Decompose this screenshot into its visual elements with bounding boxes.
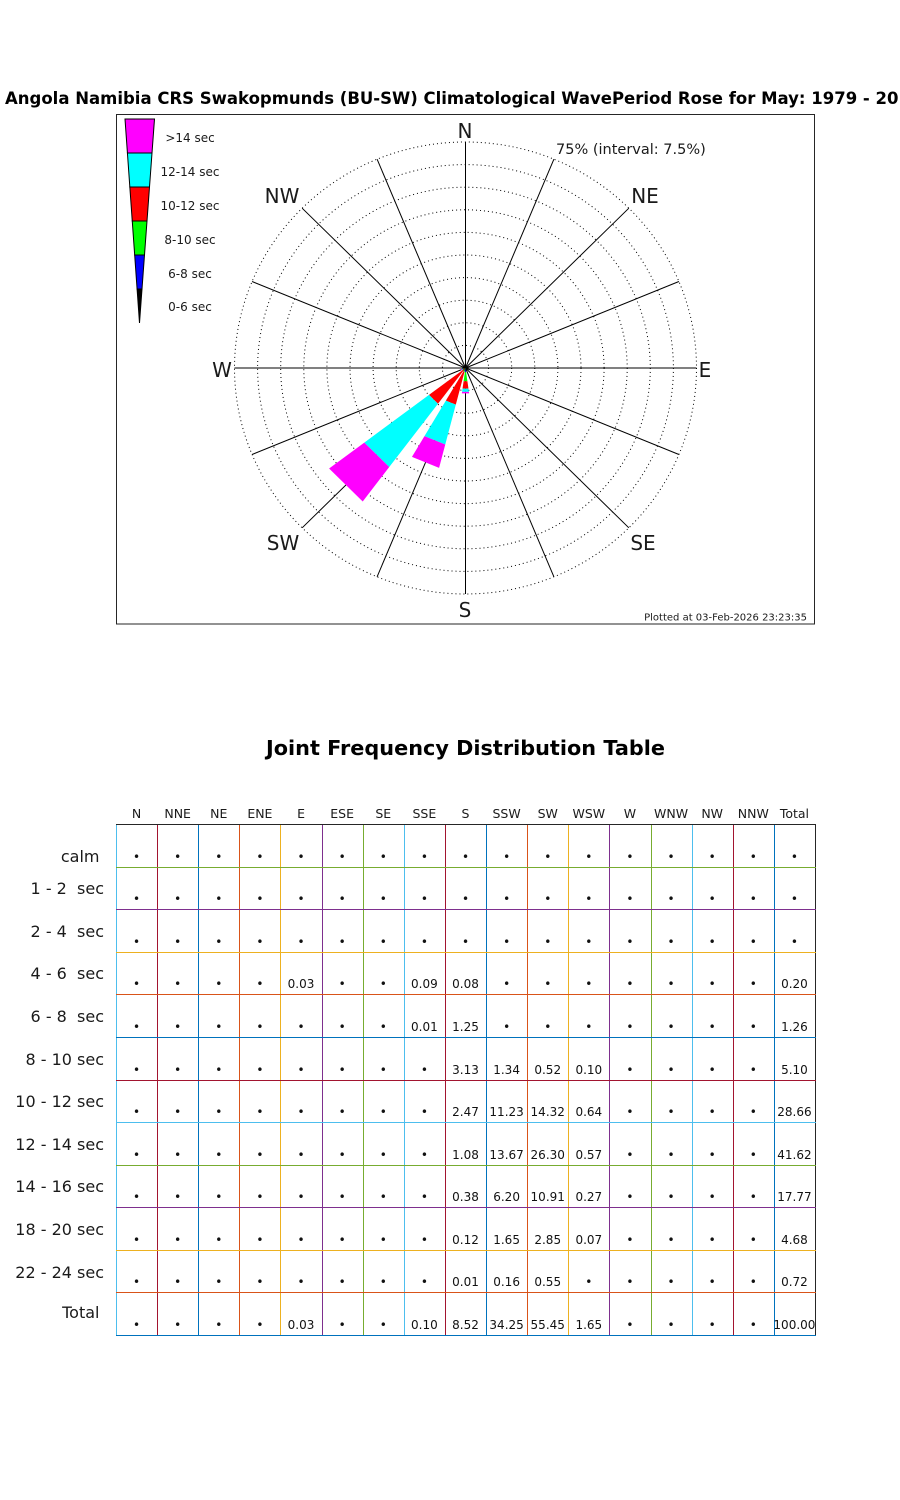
- table-cell: •: [420, 1062, 428, 1077]
- table-cell: •: [708, 1190, 716, 1205]
- table-cell: •: [708, 1147, 716, 1162]
- table-cell: •: [626, 1190, 634, 1205]
- column-header: SE: [375, 806, 392, 821]
- table-cell: •: [174, 1147, 182, 1162]
- table-cell: 1.65: [575, 1318, 603, 1332]
- table-cell: •: [297, 1019, 305, 1034]
- table-cell: •: [256, 1105, 264, 1120]
- table-cell: 0.08: [452, 977, 479, 992]
- row-label: 1 - 2 sec: [30, 879, 104, 899]
- table-cell: 0.10: [575, 1062, 603, 1077]
- table-cell: •: [297, 1232, 305, 1247]
- table-cell: •: [749, 849, 757, 864]
- row-label: 2 - 4 sec: [30, 921, 104, 941]
- table-cell: •: [420, 934, 428, 949]
- row-label: 18 - 20 sec: [15, 1219, 104, 1239]
- table-cell: •: [667, 1019, 675, 1034]
- column-header: Total: [779, 806, 810, 821]
- table-cell: 0.09: [411, 977, 438, 992]
- table-cell: •: [215, 892, 223, 907]
- table-cell: •: [133, 1190, 141, 1205]
- table-cell: •: [708, 1232, 716, 1247]
- table-cell: •: [544, 892, 552, 907]
- table-cell: •: [133, 1275, 141, 1290]
- table-cell: 0.03: [287, 1318, 315, 1332]
- table-cell: •: [379, 892, 387, 907]
- table-cell: •: [626, 849, 634, 864]
- table-cell: •: [338, 977, 346, 992]
- table-cell: •: [256, 1275, 264, 1290]
- table-cell: •: [379, 1318, 387, 1332]
- table-cell: •: [379, 1105, 387, 1120]
- grid-line-horizontal: [116, 1335, 816, 1336]
- table-cell: •: [215, 1105, 223, 1120]
- table-cell: •: [256, 1190, 264, 1205]
- grid-line-horizontal: [116, 952, 816, 953]
- table-cell: •: [174, 1062, 182, 1077]
- table-cell: •: [461, 849, 470, 864]
- table-cell: •: [749, 1147, 757, 1162]
- table-cell: •: [133, 977, 141, 992]
- table-cell: •: [379, 849, 387, 864]
- table-cell: •: [338, 1232, 346, 1247]
- table-cell: •: [708, 977, 716, 992]
- legend-label: 8-10 sec: [164, 233, 216, 247]
- table-cell: 0.38: [452, 1190, 479, 1205]
- compass-label-e: E: [698, 358, 712, 382]
- table-cell: •: [379, 1062, 387, 1077]
- table-cell: •: [379, 977, 387, 992]
- legend-label: 6-8 sec: [168, 267, 212, 281]
- table-cell: •: [420, 892, 428, 907]
- row-label: 22 - 24 sec: [15, 1262, 104, 1282]
- column-header: NE: [210, 806, 228, 821]
- table-cell: •: [626, 1147, 634, 1162]
- table-cell: •: [626, 1318, 634, 1332]
- table-cell: 0.07: [575, 1232, 603, 1247]
- table-cell: •: [338, 1019, 346, 1034]
- table-cell: •: [667, 1147, 675, 1162]
- table-cell: •: [790, 892, 798, 907]
- table-cell: •: [626, 1275, 634, 1290]
- table-cell: •: [215, 1275, 223, 1290]
- table-cell: •: [667, 849, 675, 864]
- table-cell: •: [174, 892, 182, 907]
- table-cell: •: [215, 1019, 223, 1034]
- table-cell: 17.77: [777, 1190, 812, 1205]
- table-cell: 0.01: [452, 1275, 479, 1290]
- table-title: Joint Frequency Distribution Table: [266, 736, 665, 760]
- table-cell: 0.01: [411, 1019, 438, 1034]
- table-cell: •: [338, 1105, 346, 1120]
- table-cell: 13.67: [489, 1147, 524, 1162]
- table-cell: •: [215, 934, 223, 949]
- table-cell: •: [667, 977, 675, 992]
- table-cell: •: [133, 1105, 141, 1120]
- table-cell: 0.03: [287, 977, 315, 992]
- table-cell: •: [174, 977, 182, 992]
- compass-label-w: W: [212, 358, 232, 382]
- table-cell: •: [256, 1147, 264, 1162]
- table-cell: 0.57: [575, 1147, 603, 1162]
- table-cell: •: [256, 1232, 264, 1247]
- row-label: 14 - 16 sec: [15, 1177, 104, 1197]
- table-cell: •: [749, 1019, 757, 1034]
- table-cell: •: [338, 1275, 346, 1290]
- compass-label-ne: NE: [631, 184, 659, 208]
- table-cell: •: [749, 1232, 757, 1247]
- table-cell: 0.12: [452, 1232, 479, 1247]
- table-cell: •: [338, 849, 346, 864]
- table-cell: 100.00: [773, 1318, 816, 1332]
- table-cell: •: [544, 1019, 552, 1034]
- table-cell: •: [256, 892, 264, 907]
- table-cell: •: [256, 1318, 264, 1332]
- column-header: NNW: [737, 806, 769, 821]
- table-cell: •: [503, 977, 511, 992]
- table-cell: 8.52: [452, 1318, 479, 1332]
- column-header: NNE: [164, 806, 191, 821]
- table-cell: •: [420, 1147, 428, 1162]
- table-cell: •: [420, 1105, 428, 1120]
- table-cell: •: [749, 1190, 757, 1205]
- table-cell: •: [585, 849, 593, 864]
- table-cell: •: [174, 1190, 182, 1205]
- radial-scale-label: 75% (interval: 7.5%): [556, 142, 706, 158]
- table-cell: 4.68: [781, 1232, 808, 1247]
- table-cell: •: [338, 1318, 346, 1332]
- compass-label-se: SE: [630, 531, 656, 555]
- table-cell: •: [297, 1147, 305, 1162]
- table-cell: •: [503, 934, 511, 949]
- table-cell: •: [256, 1062, 264, 1077]
- table-cell: 0.72: [781, 1275, 808, 1290]
- table-cell: •: [379, 1275, 387, 1290]
- table-cell: •: [667, 1275, 675, 1290]
- table-cell: •: [585, 892, 593, 907]
- table-cell: •: [133, 1019, 141, 1034]
- table-cell: •: [297, 892, 305, 907]
- table-cell: •: [667, 1190, 675, 1205]
- petal-s-12-14-sec: [462, 389, 469, 392]
- table-cell: 28.66: [777, 1105, 812, 1120]
- grid-line-horizontal: [116, 1165, 816, 1166]
- table-cell: •: [749, 1062, 757, 1077]
- table-cell: •: [708, 892, 716, 907]
- table-cell: •: [133, 1062, 141, 1077]
- table-cell: 3.13: [452, 1062, 479, 1077]
- row-label: 10 - 12 sec: [15, 1092, 104, 1112]
- table-cell: •: [174, 849, 182, 864]
- table-cell: •: [544, 934, 552, 949]
- row-label: 4 - 6 sec: [30, 964, 104, 984]
- table-cell: •: [174, 934, 182, 949]
- compass-label-sw: SW: [266, 531, 300, 555]
- table-cell: •: [297, 1105, 305, 1120]
- table-cell: •: [544, 977, 552, 992]
- table-cell: 10.91: [530, 1190, 565, 1205]
- table-cell: 1.65: [493, 1232, 520, 1247]
- table-cell: 2.85: [534, 1232, 562, 1247]
- table-cell: •: [256, 1019, 264, 1034]
- plotted-at-timestamp: Plotted at 03-Feb-2026 23:23:35: [644, 612, 807, 624]
- table-cell: •: [420, 1232, 428, 1247]
- table-cell: •: [215, 1147, 223, 1162]
- table-cell: •: [749, 892, 757, 907]
- table-cell: •: [667, 1232, 675, 1247]
- table-cell: •: [420, 1190, 428, 1205]
- table-cell: •: [585, 1275, 593, 1290]
- table-cell: •: [174, 1232, 182, 1247]
- table-cell: •: [174, 1318, 182, 1332]
- column-header: E: [297, 806, 305, 821]
- column-header: NW: [701, 806, 724, 821]
- column-header: S: [461, 806, 470, 821]
- table-cell: •: [256, 849, 264, 864]
- table-cell: •: [626, 1019, 634, 1034]
- table-cell: •: [667, 934, 675, 949]
- column-header: ENE: [247, 806, 273, 821]
- table-cell: •: [256, 977, 264, 992]
- table-cell: •: [749, 1275, 757, 1290]
- table-cell: •: [667, 892, 675, 907]
- table-cell: •: [297, 1190, 305, 1205]
- table-cell: •: [708, 1062, 716, 1077]
- table-cell: •: [215, 977, 223, 992]
- table-cell: •: [503, 849, 511, 864]
- table-cell: •: [338, 1062, 346, 1077]
- compass-label-s: S: [458, 598, 472, 622]
- table-cell: •: [626, 977, 634, 992]
- table-cell: •: [297, 1062, 305, 1077]
- table-cell: •: [379, 1232, 387, 1247]
- table-cell: •: [790, 849, 798, 864]
- table-cell: 1.25: [452, 1019, 479, 1034]
- table-cell: 11.23: [489, 1105, 524, 1120]
- table-cell: 55.45: [530, 1318, 565, 1332]
- table-cell: 6.20: [493, 1190, 520, 1205]
- table-cell: •: [749, 1105, 757, 1120]
- row-label: Total: [62, 1302, 100, 1322]
- table-cell: •: [297, 1275, 305, 1290]
- table-cell: •: [626, 892, 634, 907]
- grid-line-horizontal: [116, 1250, 816, 1251]
- table-cell: •: [626, 1062, 634, 1077]
- table-cell: 5.10: [781, 1062, 808, 1077]
- column-header: N: [131, 806, 142, 821]
- grid-line-horizontal: [116, 909, 816, 910]
- column-header: WNW: [654, 806, 689, 821]
- table-cell: •: [338, 934, 346, 949]
- table-cell: •: [749, 977, 757, 992]
- table-cell: •: [708, 1019, 716, 1034]
- table-cell: •: [215, 1318, 223, 1332]
- table-cell: •: [585, 1019, 593, 1034]
- table-cell: •: [420, 1275, 428, 1290]
- table-cell: •: [667, 1062, 675, 1077]
- table-cell: •: [708, 1275, 716, 1290]
- rose-chart-title: Angola Namibia CRS Swakopmunds (BU-SW) Climatological WavePeriod Rose for May: 1979 - 20: [5, 89, 899, 108]
- table-cell: 0.10: [411, 1318, 438, 1332]
- table-cell: •: [379, 1147, 387, 1162]
- legend-swatch-8-10-sec: [132, 221, 147, 255]
- table-cell: •: [790, 934, 798, 949]
- table-cell: •: [667, 1318, 675, 1332]
- table-cell: •: [708, 849, 716, 864]
- table-cell: •: [626, 1105, 634, 1120]
- table-cell: •: [297, 849, 305, 864]
- table-cell: •: [133, 892, 141, 907]
- grid-line-horizontal: [116, 1207, 816, 1208]
- compass-label-nw: NW: [264, 184, 300, 208]
- column-header: W: [623, 806, 637, 821]
- table-cell: •: [338, 1190, 346, 1205]
- petal-s-gt14-sec: [462, 392, 469, 394]
- column-header: WSW: [572, 806, 606, 821]
- table-cell: •: [215, 1062, 223, 1077]
- table-cell: •: [133, 934, 141, 949]
- table-cell: •: [133, 1318, 141, 1332]
- legend-label: 0-6 sec: [168, 300, 212, 314]
- table-cell: 1.26: [781, 1019, 808, 1034]
- column-header: SSE: [412, 806, 437, 821]
- table-cell: •: [420, 849, 428, 864]
- table-cell: •: [215, 1190, 223, 1205]
- table-cell: •: [461, 892, 470, 907]
- column-header: SW: [537, 806, 558, 821]
- table-cell: •: [708, 934, 716, 949]
- table-cell: •: [503, 1019, 511, 1034]
- table-cell: •: [338, 1147, 346, 1162]
- table-cell: •: [174, 1019, 182, 1034]
- table-cell: •: [585, 977, 593, 992]
- table-cell: •: [708, 1105, 716, 1120]
- grid-line-horizontal: [116, 867, 816, 868]
- row-label: 12 - 14 sec: [15, 1134, 104, 1154]
- grid-line-horizontal: [116, 1122, 816, 1123]
- table-cell: •: [215, 1232, 223, 1247]
- table-cell: 2.47: [452, 1105, 479, 1120]
- table-cell: •: [461, 934, 470, 949]
- table-cell: •: [256, 934, 264, 949]
- grid-line-horizontal: [116, 1080, 816, 1081]
- table-cell: •: [749, 934, 757, 949]
- compass-label-n: N: [457, 119, 473, 143]
- table-cell: •: [133, 849, 141, 864]
- table-cell: 34.25: [489, 1318, 524, 1332]
- row-label: 6 - 8 sec: [30, 1007, 104, 1027]
- table-cell: •: [626, 1232, 634, 1247]
- table-cell: •: [133, 1147, 141, 1162]
- table-cell: 0.16: [493, 1275, 520, 1290]
- legend-swatch-10-12-sec: [130, 187, 150, 221]
- legend-label: 10-12 sec: [160, 199, 220, 213]
- column-header: ESE: [330, 806, 354, 821]
- table-cell: •: [379, 1019, 387, 1034]
- legend-swatch-gt14-sec: [125, 119, 155, 153]
- table-cell: •: [544, 849, 552, 864]
- row-label: calm: [60, 846, 100, 866]
- table-cell: •: [338, 892, 346, 907]
- table-cell: •: [667, 1105, 675, 1120]
- table-cell: •: [174, 1275, 182, 1290]
- grid-line-horizontal: [116, 1292, 816, 1293]
- table-cell: •: [749, 1318, 757, 1332]
- legend-label: >14 sec: [165, 131, 215, 145]
- legend-label: 12-14 sec: [160, 165, 220, 179]
- table-cell: 0.27: [575, 1190, 603, 1205]
- table-cell: •: [133, 1232, 141, 1247]
- table-cell: •: [379, 934, 387, 949]
- table-cell: 0.20: [781, 977, 808, 992]
- column-header: SSW: [492, 806, 521, 821]
- table-cell: 41.62: [777, 1147, 812, 1162]
- wave-period-rose: [0, 0, 900, 640]
- row-label: 8 - 10 sec: [25, 1049, 104, 1069]
- table-cell: 1.08: [452, 1147, 479, 1162]
- table-cell: •: [297, 934, 305, 949]
- table-cell: •: [708, 1318, 716, 1332]
- table-cell: 26.30: [530, 1147, 565, 1162]
- table-cell: 0.52: [534, 1062, 562, 1077]
- table-cell: •: [215, 849, 223, 864]
- legend-swatch-12-14-sec: [127, 153, 152, 187]
- table-cell: •: [585, 934, 593, 949]
- table-cell: 14.32: [530, 1105, 565, 1120]
- table-cell: 1.34: [493, 1062, 520, 1077]
- table-cell: •: [379, 1190, 387, 1205]
- grid-line-horizontal: [116, 824, 816, 825]
- table-cell: •: [626, 934, 634, 949]
- table-cell: 0.64: [575, 1105, 603, 1120]
- grid-line-horizontal: [116, 994, 816, 995]
- table-cell: 0.55: [534, 1275, 562, 1290]
- joint-frequency-table: [0, 800, 830, 1345]
- table-cell: •: [503, 892, 511, 907]
- table-cell: •: [174, 1105, 182, 1120]
- grid-line-horizontal: [116, 1037, 816, 1038]
